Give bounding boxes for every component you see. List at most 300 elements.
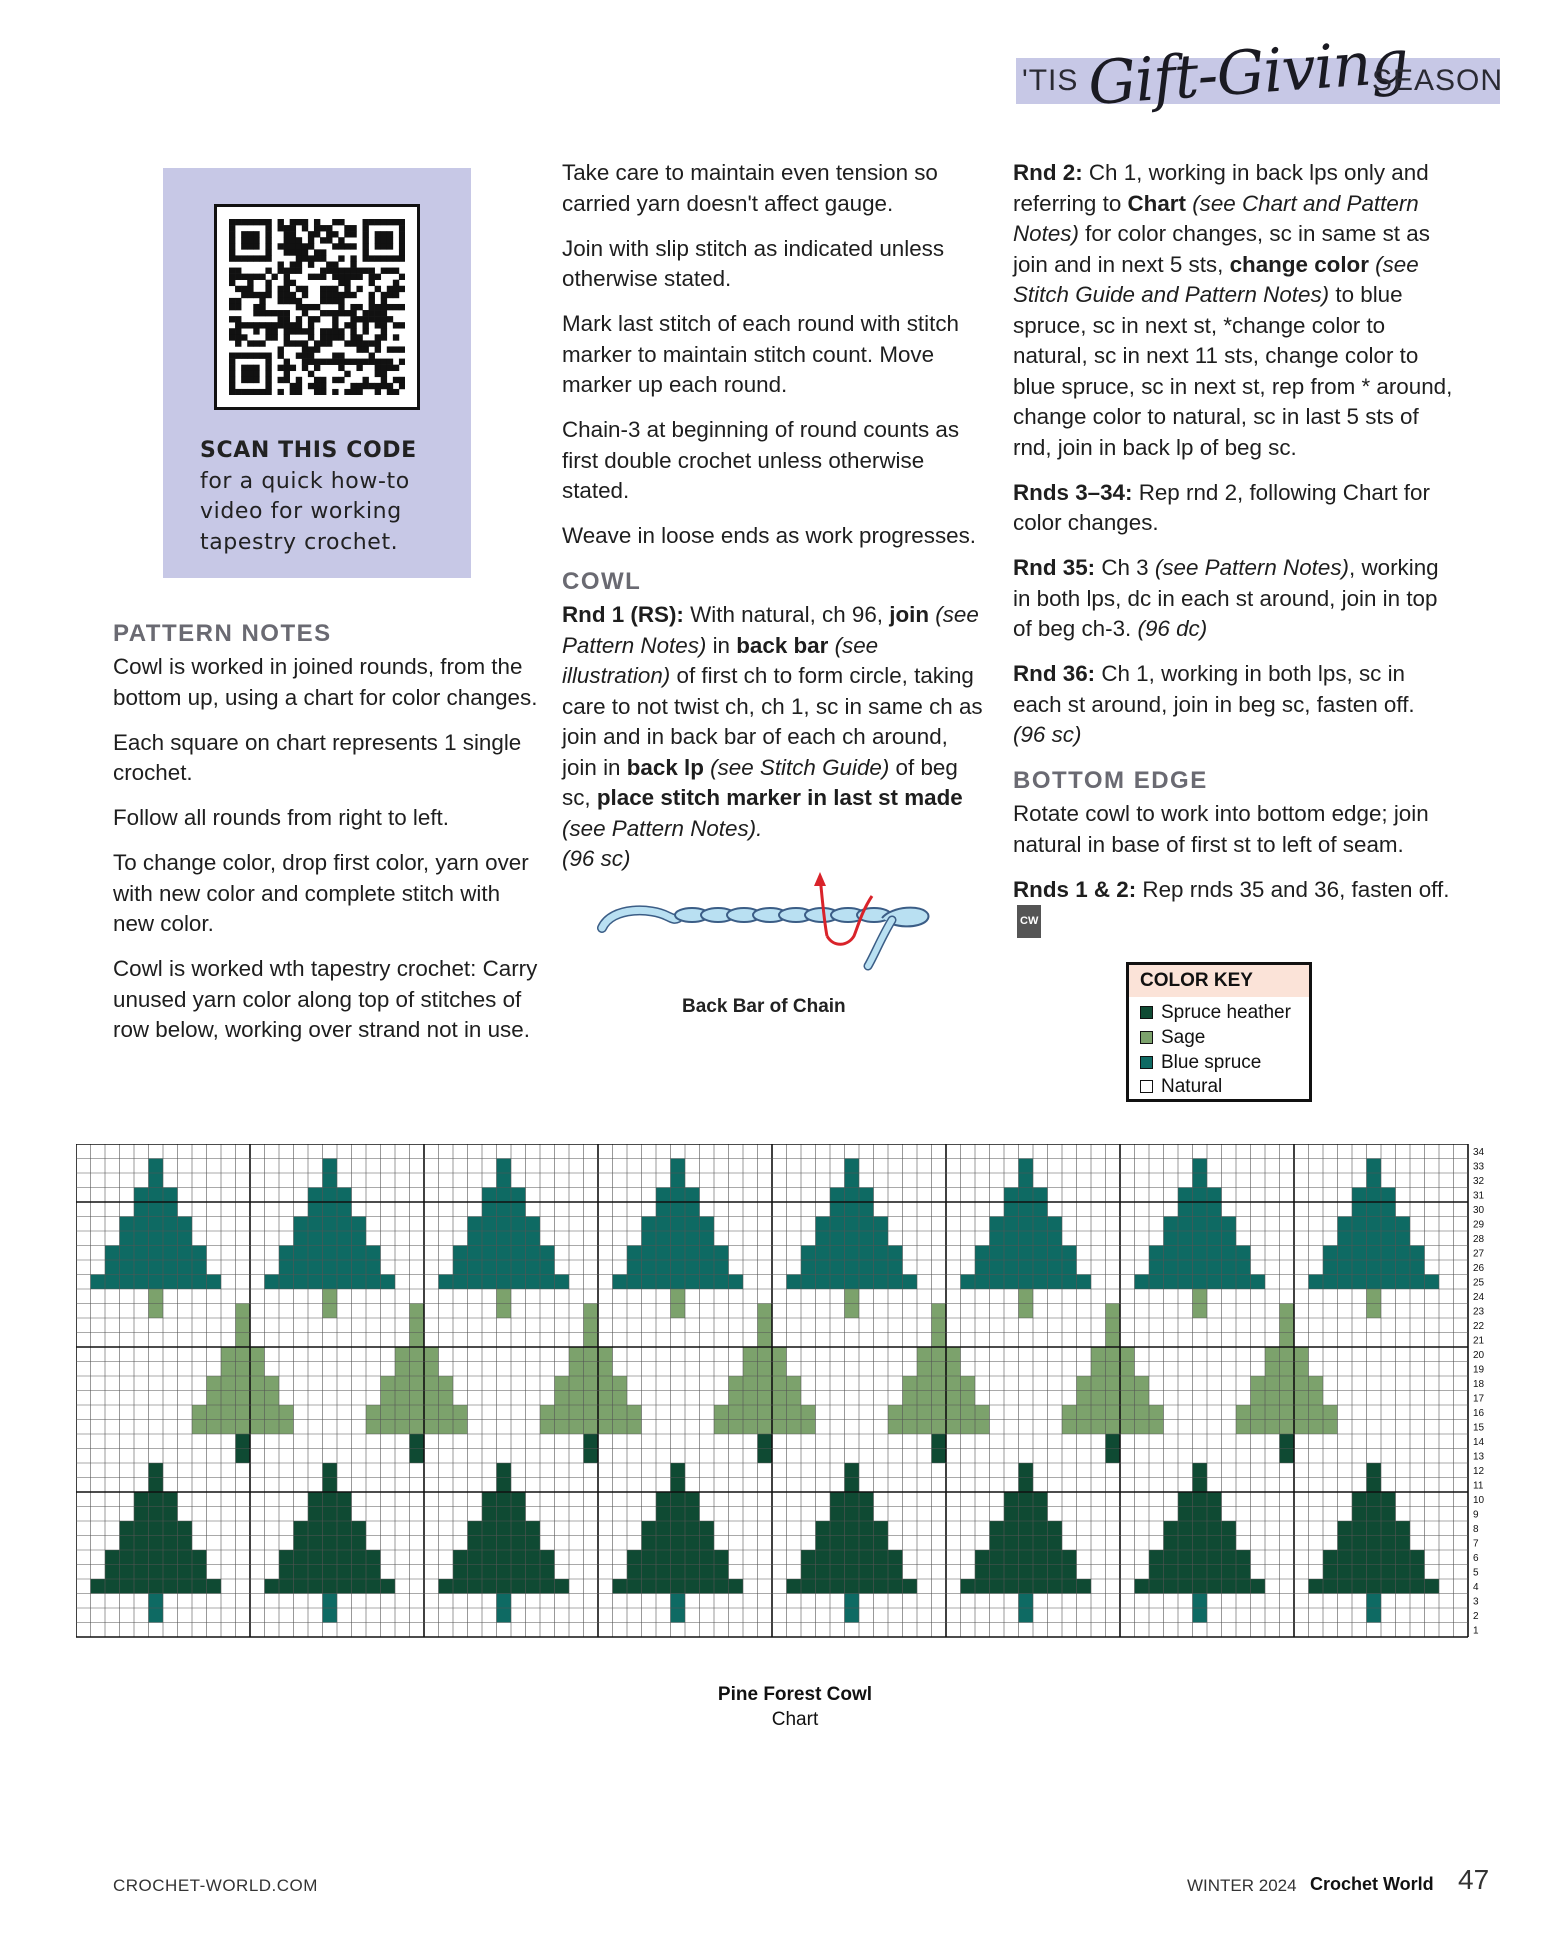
chart-row-label: 25 — [1473, 1277, 1485, 1289]
chart-stitch-cell — [569, 1362, 584, 1377]
chart-stitch-cell — [613, 1405, 628, 1420]
chart-stitch-cell — [1280, 1318, 1295, 1333]
chart-stitch-cell — [917, 1347, 932, 1362]
chart-stitch-cell — [656, 1492, 671, 1507]
chart-stitch-cell — [323, 1550, 338, 1565]
chart-stitch-cell — [1381, 1246, 1396, 1261]
chart-stitch-cell — [149, 1159, 164, 1174]
chart-stitch-cell — [845, 1217, 860, 1232]
qr-module — [278, 389, 284, 395]
qr-module — [375, 316, 381, 322]
chart-stitch-cell — [323, 1478, 338, 1493]
chart-stitch-cell — [1207, 1202, 1222, 1217]
chart-stitch-cell — [395, 1391, 410, 1406]
chart-stitch-cell — [192, 1405, 207, 1420]
chart-stitch-cell — [1410, 1246, 1425, 1261]
qr-module — [387, 359, 393, 365]
qr-module — [393, 255, 399, 261]
qr-module — [363, 383, 369, 389]
chart-stitch-cell — [1178, 1231, 1193, 1246]
chart-stitch-cell — [279, 1550, 294, 1565]
qr-module — [387, 365, 393, 371]
chart-stitch-cell — [337, 1231, 352, 1246]
qr-module — [290, 243, 296, 249]
chart-stitch-cell — [1106, 1376, 1121, 1391]
chart-stitch-cell — [656, 1521, 671, 1536]
chart-stitch-cell — [1265, 1391, 1280, 1406]
chart-stitch-cell — [1367, 1594, 1382, 1609]
chart-stitch-cell — [946, 1376, 961, 1391]
chart-stitch-cell — [323, 1217, 338, 1232]
qr-module — [271, 274, 277, 280]
chart-stitch-cell — [134, 1246, 149, 1261]
chart-stitch-cell — [323, 1246, 338, 1261]
qr-module — [308, 255, 314, 261]
chart-stitch-cell — [1135, 1391, 1150, 1406]
chart-stitch-cell — [192, 1550, 207, 1565]
qr-module — [247, 286, 253, 292]
chart-stitch-cell — [1019, 1159, 1034, 1174]
note-paragraph: To change color, drop first color, yarn over with new color and complete stitch with new color. — [113, 850, 529, 936]
chart-stitch-cell — [410, 1376, 425, 1391]
chart-stitch-cell — [337, 1217, 352, 1232]
chart-stitch-cell — [772, 1391, 787, 1406]
chart-stitch-cell — [1033, 1246, 1048, 1261]
chart-stitch-cell — [1149, 1405, 1164, 1420]
chart-stitch-cell — [946, 1420, 961, 1435]
chart-stitch-cell — [250, 1347, 265, 1362]
qr-module — [375, 310, 381, 316]
chart-stitch-cell — [613, 1376, 628, 1391]
chart-stitch-cell — [787, 1405, 802, 1420]
chart-stitch-cell — [787, 1376, 802, 1391]
chart-stitch-cell — [729, 1376, 744, 1391]
chart-stitch-cell — [1164, 1275, 1179, 1290]
color-key — [1126, 962, 1312, 1102]
qr-module — [296, 353, 302, 359]
chart-stitch-cell — [468, 1217, 483, 1232]
qr-module — [259, 340, 265, 346]
chart-stitch-cell — [1178, 1246, 1193, 1261]
chart-stitch-cell — [410, 1362, 425, 1377]
chart-stitch-cell — [1004, 1507, 1019, 1522]
chart-stitch-cell — [410, 1318, 425, 1333]
chart-stitch-cell — [323, 1304, 338, 1319]
chart-stitch-cell — [1019, 1521, 1034, 1536]
chart-stitch-cell — [482, 1217, 497, 1232]
chart-stitch-cell — [1149, 1260, 1164, 1275]
qr-module — [229, 316, 235, 322]
qr-module — [393, 219, 399, 225]
chart-stitch-cell — [366, 1260, 381, 1275]
chart-stitch-cell — [656, 1217, 671, 1232]
chart-stitch-cell — [642, 1521, 657, 1536]
chart-stitch-cell — [323, 1594, 338, 1609]
chart-stitch-cell — [1062, 1260, 1077, 1275]
chart-stitch-cell — [1265, 1362, 1280, 1377]
chart-stitch-cell — [395, 1405, 410, 1420]
chart-stitch-cell — [903, 1405, 918, 1420]
chart-stitch-cell — [134, 1275, 149, 1290]
chart-stitch-cell — [163, 1550, 178, 1565]
qr-module — [344, 286, 350, 292]
chart-stitch-cell — [685, 1202, 700, 1217]
chart-stitch-cell — [1106, 1362, 1121, 1377]
chart-stitch-cell — [990, 1231, 1005, 1246]
chart-stitch-cell — [1193, 1231, 1208, 1246]
qr-module — [356, 316, 362, 322]
chart-stitch-cell — [468, 1536, 483, 1551]
qr-module — [393, 268, 399, 274]
chart-stitch-cell — [323, 1507, 338, 1522]
chart-stitch-cell — [149, 1550, 164, 1565]
chart-stitch-cell — [1222, 1536, 1237, 1551]
chart-stitch-cell — [758, 1347, 773, 1362]
chart-stitch-cell — [569, 1347, 584, 1362]
chart-stitch-cell — [1251, 1420, 1266, 1435]
chart-stitch-cell — [1193, 1202, 1208, 1217]
chart-stitch-cell — [163, 1521, 178, 1536]
qr-module — [308, 243, 314, 249]
chart-stitch-cell — [917, 1376, 932, 1391]
chart-stitch-cell — [149, 1260, 164, 1275]
chart-stitch-cell — [221, 1376, 236, 1391]
chart-stitch-cell — [845, 1507, 860, 1522]
chart-row-label: 3 — [1473, 1596, 1479, 1608]
chart-stitch-cell — [511, 1275, 526, 1290]
chart-stitch-cell — [294, 1521, 309, 1536]
qr-module — [253, 243, 259, 249]
chart-stitch-cell — [453, 1550, 468, 1565]
chart-stitch-cell — [671, 1304, 686, 1319]
qr-module — [332, 359, 338, 365]
chart-stitch-cell — [1178, 1188, 1193, 1203]
qr-module — [326, 359, 332, 365]
chart-stitch-cell — [555, 1376, 570, 1391]
chart-stitch-cell — [323, 1579, 338, 1594]
chart-stitch-cell — [859, 1202, 874, 1217]
chart-stitch-cell — [1367, 1289, 1382, 1304]
qr-module — [278, 298, 284, 304]
chart-stitch-cell — [975, 1405, 990, 1420]
chart-stitch-cell — [279, 1565, 294, 1580]
qr-module — [259, 292, 265, 298]
qr-module — [271, 334, 277, 340]
chart-stitch-cell — [308, 1521, 323, 1536]
qr-module — [302, 353, 308, 359]
chart-stitch-cell — [642, 1246, 657, 1261]
chart-stitch-cell — [1236, 1550, 1251, 1565]
chart-row-label: 32 — [1473, 1176, 1485, 1187]
chart-stitch-cell — [163, 1188, 178, 1203]
chart-stitch-cell — [830, 1536, 845, 1551]
qr-module — [308, 359, 314, 365]
chart-stitch-cell — [685, 1231, 700, 1246]
chart-stitch-cell — [192, 1565, 207, 1580]
chart-stitch-cell — [1019, 1478, 1034, 1493]
qr-code-graphic — [229, 219, 405, 395]
chart-stitch-cell — [1280, 1376, 1295, 1391]
qr-module — [332, 274, 338, 280]
chart-stitch-cell — [758, 1391, 773, 1406]
chart-stitch-cell — [1381, 1492, 1396, 1507]
chart-stitch-cell — [1367, 1579, 1382, 1594]
qr-module — [235, 304, 241, 310]
note-paragraph: Cowl is worked in joined rounds, from the bottom up, using a chart for color changes. — [113, 654, 538, 710]
chart-stitch-cell — [149, 1507, 164, 1522]
chart-stitch-cell — [134, 1550, 149, 1565]
chart-stitch-cell — [352, 1231, 367, 1246]
chart-stitch-cell — [511, 1550, 526, 1565]
chart-stitch-cell — [410, 1405, 425, 1420]
chart-stitch-cell — [468, 1231, 483, 1246]
chart-stitch-cell — [511, 1246, 526, 1261]
chart-stitch-cell — [250, 1405, 265, 1420]
chart-stitch-cell — [613, 1275, 628, 1290]
chart-stitch-cell — [511, 1202, 526, 1217]
chart-stitch-cell — [1004, 1275, 1019, 1290]
page-number: 47 — [1458, 1864, 1490, 1895]
qr-module — [259, 389, 265, 395]
chart-stitch-cell — [801, 1260, 816, 1275]
chart-stitch-cell — [482, 1536, 497, 1551]
chart-stitch-cell — [279, 1420, 294, 1435]
chart-stitch-cell — [511, 1188, 526, 1203]
chart-stitch-cell — [236, 1405, 251, 1420]
qr-module — [344, 225, 350, 231]
chart-stitch-cell — [656, 1188, 671, 1203]
chart-stitch-cell — [671, 1463, 686, 1478]
qr-module — [253, 219, 259, 225]
qr-module — [253, 322, 259, 328]
chart-stitch-cell — [1396, 1579, 1411, 1594]
qr-module — [241, 243, 247, 249]
qr-module — [393, 346, 399, 352]
chart-stitch-cell — [1106, 1333, 1121, 1348]
qr-module — [290, 280, 296, 286]
qr-module — [344, 243, 350, 249]
qr-module — [320, 268, 326, 274]
chart-stitch-cell — [337, 1507, 352, 1522]
qr-module — [381, 371, 387, 377]
chart-stitch-cell — [743, 1376, 758, 1391]
chart-stitch-cell — [671, 1202, 686, 1217]
qr-module — [375, 371, 381, 377]
chart-row-label: 5 — [1473, 1567, 1479, 1579]
qr-module — [369, 340, 375, 346]
chart-stitch-cell — [105, 1550, 120, 1565]
chart-stitch-cell — [1207, 1492, 1222, 1507]
chart-stitch-cell — [207, 1579, 222, 1594]
chart-stitch-cell — [308, 1217, 323, 1232]
chart-stitch-cell — [410, 1333, 425, 1348]
chart-stitch-cell — [1077, 1376, 1092, 1391]
chart-stitch-cell — [685, 1275, 700, 1290]
chart-stitch-cell — [772, 1376, 787, 1391]
qr-module — [308, 353, 314, 359]
chart-stitch-cell — [758, 1362, 773, 1377]
chart-stitch-cell — [1207, 1231, 1222, 1246]
chart-stitch-cell — [105, 1260, 120, 1275]
chart-stitch-cell — [149, 1463, 164, 1478]
chart-stitch-cell — [163, 1565, 178, 1580]
chart-stitch-cell — [221, 1420, 236, 1435]
chart-stitch-cell — [366, 1275, 381, 1290]
chart-stitch-cell — [975, 1550, 990, 1565]
chart-stitch-cell — [830, 1550, 845, 1565]
chart-row-label: 9 — [1473, 1509, 1479, 1521]
qr-module — [363, 340, 369, 346]
chart-stitch-cell — [874, 1275, 889, 1290]
chart-stitch-cell — [845, 1550, 860, 1565]
chart-subtitle: Chart — [771, 1709, 819, 1730]
chart-stitch-cell — [1207, 1260, 1222, 1275]
qr-module — [344, 389, 350, 395]
qr-module — [308, 316, 314, 322]
chart-stitch-cell — [1019, 1260, 1034, 1275]
chart-stitch-cell — [1004, 1521, 1019, 1536]
chart-stitch-cell — [1381, 1231, 1396, 1246]
chart-stitch-cell — [337, 1521, 352, 1536]
chart-stitch-cell — [1193, 1463, 1208, 1478]
qr-module — [344, 310, 350, 316]
qr-module — [229, 280, 235, 286]
chart-stitch-cell — [1193, 1304, 1208, 1319]
chart-stitch-cell — [627, 1275, 642, 1290]
qr-module — [253, 255, 259, 261]
qr-module — [308, 274, 314, 280]
chart-stitch-cell — [279, 1260, 294, 1275]
chart-stitch-cell — [975, 1260, 990, 1275]
qr-module — [363, 316, 369, 322]
chart-stitch-cell — [1222, 1579, 1237, 1594]
chart-stitch-cell — [1222, 1231, 1237, 1246]
chart-stitch-cell — [410, 1391, 425, 1406]
chart-stitch-cell — [511, 1260, 526, 1275]
chart-stitch-cell — [178, 1579, 193, 1594]
chart-stitch-cell — [497, 1521, 512, 1536]
qr-module — [229, 219, 235, 225]
chart-row-label: 24 — [1473, 1292, 1485, 1303]
chart-stitch-cell — [134, 1202, 149, 1217]
chart-stitch-cell — [352, 1275, 367, 1290]
qr-module — [265, 322, 271, 328]
chart-stitch-cell — [1033, 1188, 1048, 1203]
qr-module — [278, 219, 284, 225]
chart-stitch-cell — [874, 1536, 889, 1551]
chart-stitch-cell — [1236, 1579, 1251, 1594]
qr-module — [284, 334, 290, 340]
chart-stitch-cell — [990, 1260, 1005, 1275]
chart-stitch-cell — [236, 1391, 251, 1406]
chart-stitch-cell — [729, 1405, 744, 1420]
chart-stitch-cell — [482, 1492, 497, 1507]
chart-stitch-cell — [540, 1579, 555, 1594]
qr-module — [308, 346, 314, 352]
chart-stitch-cell — [1207, 1521, 1222, 1536]
qr-module — [229, 237, 235, 243]
chart-stitch-cell — [163, 1492, 178, 1507]
qr-module — [314, 231, 320, 237]
chart-stitch-cell — [497, 1492, 512, 1507]
chart-stitch-cell — [1033, 1521, 1048, 1536]
qr-module — [363, 243, 369, 249]
qr-module — [375, 274, 381, 280]
chart-stitch-cell — [1033, 1550, 1048, 1565]
chart-stitch-cell — [598, 1347, 613, 1362]
chart-stitch-cell — [1352, 1260, 1367, 1275]
chart-stitch-cell — [526, 1550, 541, 1565]
chart-stitch-cell — [308, 1188, 323, 1203]
color-swatch — [1140, 1031, 1153, 1044]
chart-stitch-cell — [1193, 1289, 1208, 1304]
chart-stitch-cell — [134, 1536, 149, 1551]
chart-stitch-cell — [758, 1333, 773, 1348]
qr-module — [350, 316, 356, 322]
qr-module — [235, 328, 241, 334]
chart-stitch-cell — [1193, 1173, 1208, 1188]
chart-stitch-cell — [816, 1565, 831, 1580]
qr-module — [381, 310, 387, 316]
chart-stitch-cell — [1410, 1275, 1425, 1290]
chart-stitch-cell — [381, 1376, 396, 1391]
chart-stitch-cell — [671, 1579, 686, 1594]
chart-stitch-cell — [395, 1362, 410, 1377]
chart-stitch-cell — [946, 1405, 961, 1420]
qr-module — [338, 274, 344, 280]
chart-stitch-cell — [1222, 1246, 1237, 1261]
chart-stitch-cell — [366, 1405, 381, 1420]
qr-module — [344, 292, 350, 298]
chart-stitch-cell — [1178, 1579, 1193, 1594]
chart-stitch-cell — [120, 1536, 135, 1551]
chart-stitch-cell — [1294, 1405, 1309, 1420]
chart-stitch-cell — [1381, 1217, 1396, 1232]
chart-stitch-cell — [758, 1304, 773, 1319]
chart-stitch-cell — [714, 1550, 729, 1565]
color-key-item: Blue spruce — [1140, 1051, 1261, 1075]
chart-stitch-cell — [990, 1521, 1005, 1536]
chart-stitch-cell — [1164, 1565, 1179, 1580]
chart-stitch-cell — [1222, 1217, 1237, 1232]
chart-stitch-cell — [1294, 1376, 1309, 1391]
qr-module — [284, 310, 290, 316]
chart-stitch-cell — [163, 1231, 178, 1246]
chart-stitch-cell — [1352, 1202, 1367, 1217]
chart-stitch-cell — [845, 1565, 860, 1580]
chart-stitch-cell — [1048, 1579, 1063, 1594]
chart-stitch-cell — [874, 1550, 889, 1565]
qr-code[interactable] — [214, 204, 420, 410]
qr-module — [326, 334, 332, 340]
chart-stitch-cell — [1120, 1362, 1135, 1377]
chart-stitch-cell — [1004, 1550, 1019, 1565]
qr-module — [338, 359, 344, 365]
chart-stitch-cell — [1019, 1246, 1034, 1261]
qr-module — [314, 389, 320, 395]
chart-stitch-cell — [482, 1246, 497, 1261]
qr-module — [308, 322, 314, 328]
chart-stitch-cell — [540, 1550, 555, 1565]
qr-module — [326, 298, 332, 304]
chart-stitch-cell — [859, 1492, 874, 1507]
qr-module — [241, 292, 247, 298]
qr-module — [356, 268, 362, 274]
cowl-heading: COWL — [562, 568, 642, 595]
chart-stitch-cell — [221, 1391, 236, 1406]
chart-stitch-cell — [888, 1565, 903, 1580]
chart-stitch-cell — [323, 1275, 338, 1290]
